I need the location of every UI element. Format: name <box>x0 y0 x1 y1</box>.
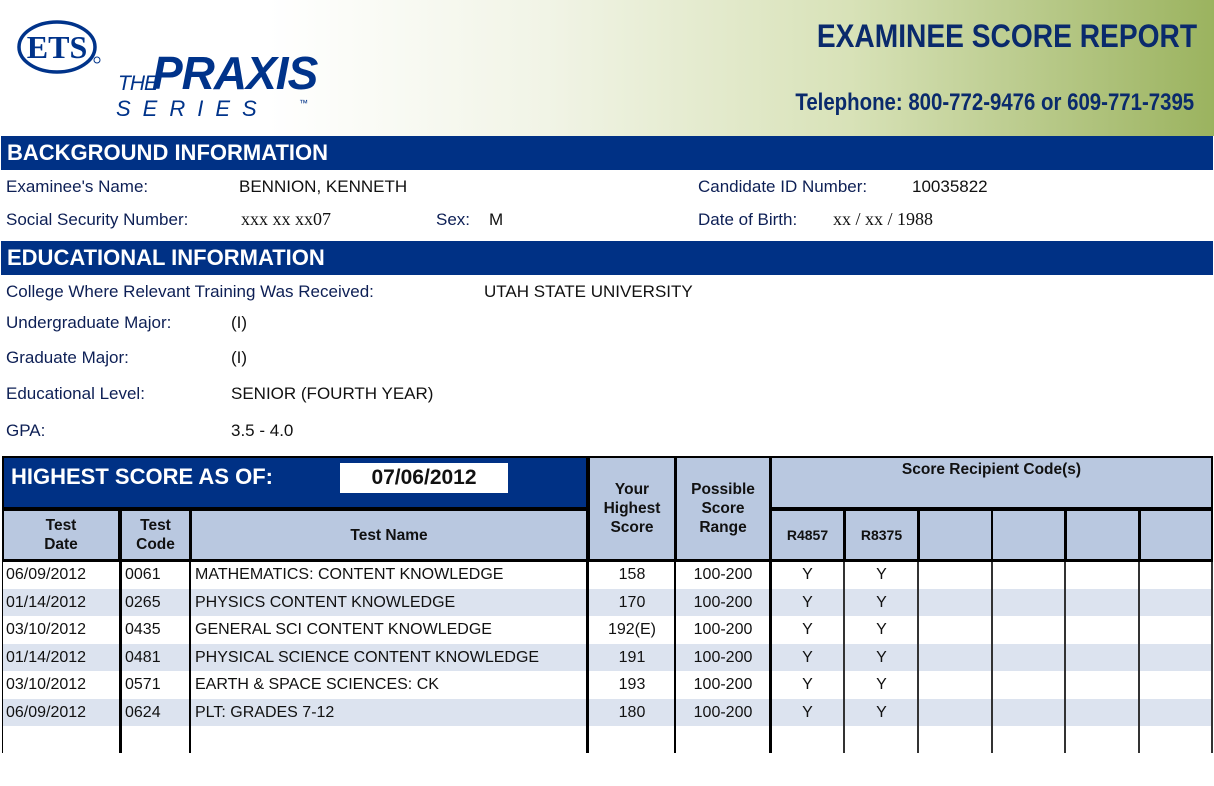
column-divider <box>1138 559 1140 753</box>
cell-code: 0624 <box>125 703 161 721</box>
cell-score: 180 <box>618 703 646 721</box>
cell-range: 100-200 <box>693 593 753 611</box>
col-score-range: Possible Score Range <box>677 458 769 559</box>
ets-logo-icon <box>15 16 101 78</box>
header-bottom-rule <box>2 559 1213 562</box>
column-divider <box>674 559 676 753</box>
column-divider <box>917 559 919 753</box>
college-value: UTAH STATE UNIVERSITY <box>484 282 693 301</box>
cell-range: 100-200 <box>693 566 753 583</box>
column-divider <box>769 559 772 753</box>
col-test-code: Test Code <box>122 511 189 559</box>
cell-date: 06/09/2012 <box>6 703 87 721</box>
col-test-name: Test Name <box>192 511 586 559</box>
cell-range: 100-200 <box>693 621 753 638</box>
candidate-id-label: Candidate ID Number: <box>698 177 868 196</box>
cell-r1: Y <box>802 648 813 666</box>
col-highest-score: Your Highest Score <box>590 458 674 559</box>
cell-r2: Y <box>876 676 887 693</box>
gpa-value: 3.5 - 4.0 <box>231 421 294 440</box>
cell-date: 01/14/2012 <box>6 593 87 611</box>
undergrad-major-label: Undergraduate Major: <box>6 313 172 332</box>
report-header <box>0 0 1214 136</box>
cell-code: 0435 <box>125 621 161 638</box>
highest-score-label: HIGHEST SCORE AS OF: <box>11 464 273 489</box>
cell-range: 100-200 <box>693 703 753 721</box>
cell-name: PHYSICAL SCIENCE CONTENT KNOWLEDGE <box>195 648 540 666</box>
cell-r2: Y <box>876 566 887 583</box>
svg-text:ETS: ETS <box>26 29 88 65</box>
grad-major-label: Graduate Major: <box>6 348 129 367</box>
column-divider <box>843 559 845 753</box>
name-value: BENNION, KENNETH <box>239 177 408 196</box>
column-divider <box>1211 559 1213 753</box>
cell-code: 0571 <box>125 676 161 693</box>
as-of-date: 07/06/2012 <box>340 463 508 493</box>
cell-score: 170 <box>618 593 646 611</box>
ssn-value: xxx xx xx07 <box>241 209 331 229</box>
undergrad-major-value: (I) <box>231 313 248 332</box>
cell-r2: Y <box>876 703 887 721</box>
cell-score: 193 <box>618 676 646 693</box>
name-label: Examinee's Name: <box>6 177 149 196</box>
cell-name: EARTH & SPACE SCIENCES: CK <box>195 676 439 693</box>
column-divider <box>189 559 191 753</box>
education-level-label: Educational Level: <box>6 384 145 403</box>
col-test-date: Test Date <box>4 511 118 559</box>
cell-name: PLT: GRADES 7-12 <box>195 703 335 721</box>
cell-code: 0265 <box>125 593 161 611</box>
praxis-logo-text: PRAXIS <box>152 47 318 99</box>
sex-label: Sex: <box>436 210 471 229</box>
ssn-label: Social Security Number: <box>6 210 189 229</box>
candidate-id-value: 10035822 <box>912 177 988 196</box>
score-recipient-header: Score Recipient Code(s) <box>772 458 1211 507</box>
cell-r2: Y <box>876 648 887 666</box>
education-section-header: EDUCATIONAL INFORMATION <box>1 241 1213 275</box>
cell-range: 100-200 <box>693 648 753 666</box>
cell-date: 01/14/2012 <box>6 648 87 666</box>
praxis-the-text: THE <box>118 72 157 95</box>
cell-range: 100-200 <box>693 676 753 693</box>
education-level-value: SENIOR (FOURTH YEAR) <box>231 384 434 403</box>
cell-r2: Y <box>876 621 887 638</box>
cell-name: GENERAL SCI CONTENT KNOWLEDGE <box>195 621 492 638</box>
cell-date: 03/10/2012 <box>6 621 87 638</box>
cell-r1: Y <box>802 703 813 721</box>
cell-score: 158 <box>618 566 646 583</box>
recipient-code-col <box>1067 511 1138 559</box>
praxis-series-text: SERIES <box>116 96 269 121</box>
sex-value: M <box>489 210 504 229</box>
telephone-line: Telephone: 800-772-9476 or 609-771-7395 <box>795 89 1194 116</box>
recipient-code-col: R8375 <box>846 511 917 559</box>
cell-date: 06/09/2012 <box>6 566 87 583</box>
column-divider <box>2 559 3 753</box>
cell-r2: Y <box>876 593 887 611</box>
cell-r1: Y <box>802 621 813 638</box>
college-label: College Where Relevant Training Was Received: <box>6 282 374 301</box>
gpa-label: GPA: <box>6 421 46 440</box>
dob-value: xx / xx / 1988 <box>833 209 934 229</box>
report-title: EXAMINEE SCORE REPORT <box>816 18 1197 54</box>
column-divider <box>119 559 122 753</box>
recipient-code-col <box>1141 511 1211 559</box>
background-section-header: BACKGROUND INFORMATION <box>1 136 1213 170</box>
cell-code: 0061 <box>125 566 161 583</box>
cell-r1: Y <box>802 593 813 611</box>
recipient-code-col <box>993 511 1064 559</box>
cell-code: 0481 <box>125 648 161 666</box>
cell-name: MATHEMATICS: CONTENT KNOWLEDGE <box>195 566 504 583</box>
cell-date: 03/10/2012 <box>6 676 87 693</box>
cell-score: 191 <box>618 648 646 666</box>
dob-label: Date of Birth: <box>698 210 798 229</box>
column-divider <box>586 559 589 753</box>
column-divider <box>1064 559 1066 753</box>
cell-name: PHYSICS CONTENT KNOWLEDGE <box>195 593 456 611</box>
column-divider <box>991 559 993 753</box>
recipient-code-col: R4857 <box>772 511 843 559</box>
cell-r1: Y <box>802 566 813 583</box>
trademark-mark: ™ <box>299 98 308 108</box>
grad-major-value: (I) <box>231 348 248 367</box>
recipient-code-col <box>920 511 991 559</box>
cell-score: 192(E) <box>607 621 657 638</box>
cell-r1: Y <box>802 676 813 693</box>
empty-row <box>2 726 1213 754</box>
